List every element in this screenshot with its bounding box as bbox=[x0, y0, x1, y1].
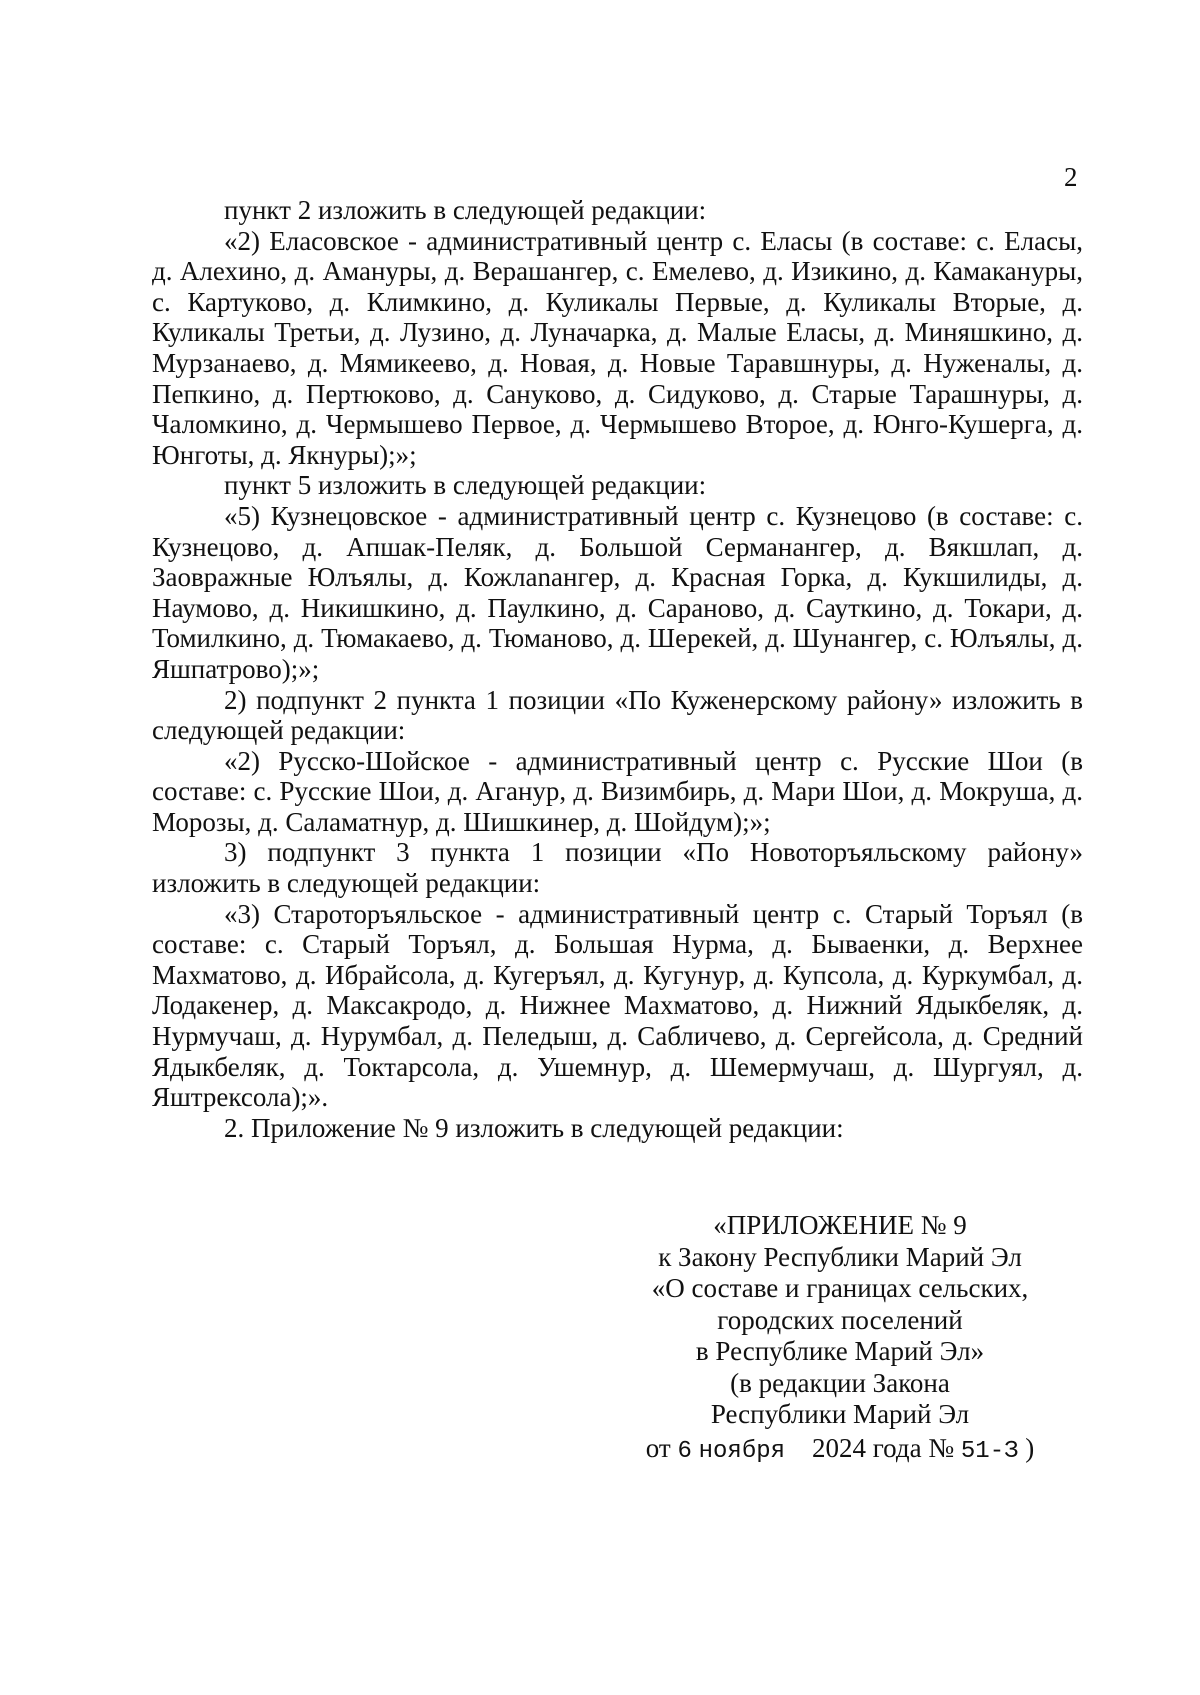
paragraph-kuzhenersky-intro: 2) подпункт 2 пункта 1 позиции «По Куженерскому району» изложить в следующей редакции: bbox=[152, 684, 1083, 746]
appendix-date-line bbox=[570, 1433, 1110, 1468]
paragraph-novotoryalsky-intro: 3) подпункт 3 пункта 1 позиции «По Новоторъяльскому району» изложить в следующей редакции: bbox=[152, 837, 1083, 899]
appendix-law-ref: к Закону Республики Марий Эл bbox=[658, 1241, 1022, 1272]
appendix-law-name-3: в Республике Марий Эл» bbox=[695, 1336, 985, 1366]
date-month: ноября bbox=[698, 1437, 786, 1465]
appendix-law-name-2: городских поселений bbox=[717, 1304, 963, 1335]
appendix-title: «ПРИЛОЖЕНИЕ № 9 bbox=[713, 1210, 967, 1240]
paragraph-kuznetsovskoe: «5) Кузнецовское - административный центр с. Кузнецово (в составе: с. Кузнецово, д. Апшак-Пеляк, д. Большой Серманангер, д. Вякшлап, д. Заовражные Юлъялы, д. Кожлanангер, д. Красная Горка, д. Кукшилиды, д. Наумово, д. Никишкино, д. Паулкино, д. Сараново, д. Сауткино, д. Токари, д. Томилкино, д. Тюмакаево, д. Тюманово, д. Шерекей, д. Шунангер, с. Юлъялы, д. Яшпатрово);»; bbox=[152, 500, 1083, 684]
paragraph-punkt-5-intro: пункт 5 изложить в следующей редакции: bbox=[224, 470, 707, 501]
paragraph-starotoryalskoe: «3) Староторъяльское - административный центр с. Старый Торъял (в составе: с. Старый Торъял, д. Большая Нурма, д. Бываенки, д. Верхнее Махматово, д. Ибрайсола, д. Кугеръял, д. Кугунур, д. Купсола, д. Куркумбал, д. Лодакенер, д. Максакродо, д. Нижнее Махматово, д. Нижний Ядыкбеляк, д. Нурмучаш, д. Нурумбал, д. Пеледыш, д. Сабличево, д. Сергейсола, д. Средний Ядыкбеляк, д. Токтарсола, д. Ушемнур, д. Шемермучаш, д. Шургуял, д. Яштрексола);». bbox=[152, 898, 1083, 1113]
date-day: 6 bbox=[677, 1437, 692, 1465]
appendix-law-name-1: «О составе и границах сельских, bbox=[651, 1273, 1029, 1303]
paragraph-russko-shoiskoe: «2) Русско-Шойское - административный центр с. Русские Шои (в составе: с. Русские Шои, д. Аганур, д. Визимбирь, д. Мари Шои, д. Мокруша, д. Морозы, д. Саламатнур, д. Шишкинер, д. Шойдум);»; bbox=[152, 745, 1083, 837]
paragraph-elasovskoe: «2) Еласовское - административный центр с. Еласы (в составе: с. Еласы, д. Алехино, д. Амануры, д. Верашангер, с. Емелево, д. Изикино, д. Камакануры, с. Картуково, д. Климкино, д. Куликалы Первые, д. Куликалы Вторые, д. Куликалы Третьи, д. Лузино, д. Луначарка, д. Малые Еласы, д. Миняшкино, д. Мурзанаево, д. Мямикеево, д. Новая, д. Новые Таравшнуры, д. Нуженалы, д. Пепкино, д. Пертюково, д. Сануково, д. Сидуково, д. Старые Тарашнуры, д. Чаломкино, д. Чермышево Первое, д. Чермышево Второе, д. Юнго-Кушерга, д. Юнготы, д. Якнуры);»; bbox=[152, 225, 1083, 470]
appendix-edition-1: (в редакции Закона bbox=[730, 1367, 950, 1398]
date-year: 2024 года № bbox=[812, 1432, 955, 1463]
law-number: 51-З bbox=[960, 1437, 1019, 1465]
paragraph-appendix-9-intro: 2. Приложение № 9 изложить в следующей редакции: bbox=[224, 1112, 844, 1143]
date-prefix: от bbox=[645, 1432, 671, 1463]
date-close: ) bbox=[1025, 1432, 1035, 1463]
document-body bbox=[152, 195, 1083, 1143]
page-number: 2 bbox=[1064, 162, 1078, 192]
appendix-header-block bbox=[570, 1210, 1110, 1467]
appendix-edition-2: Республики Марий Эл bbox=[710, 1399, 970, 1429]
paragraph-punkt-2-intro: пункт 2 изложить в следующей редакции: bbox=[224, 195, 707, 225]
